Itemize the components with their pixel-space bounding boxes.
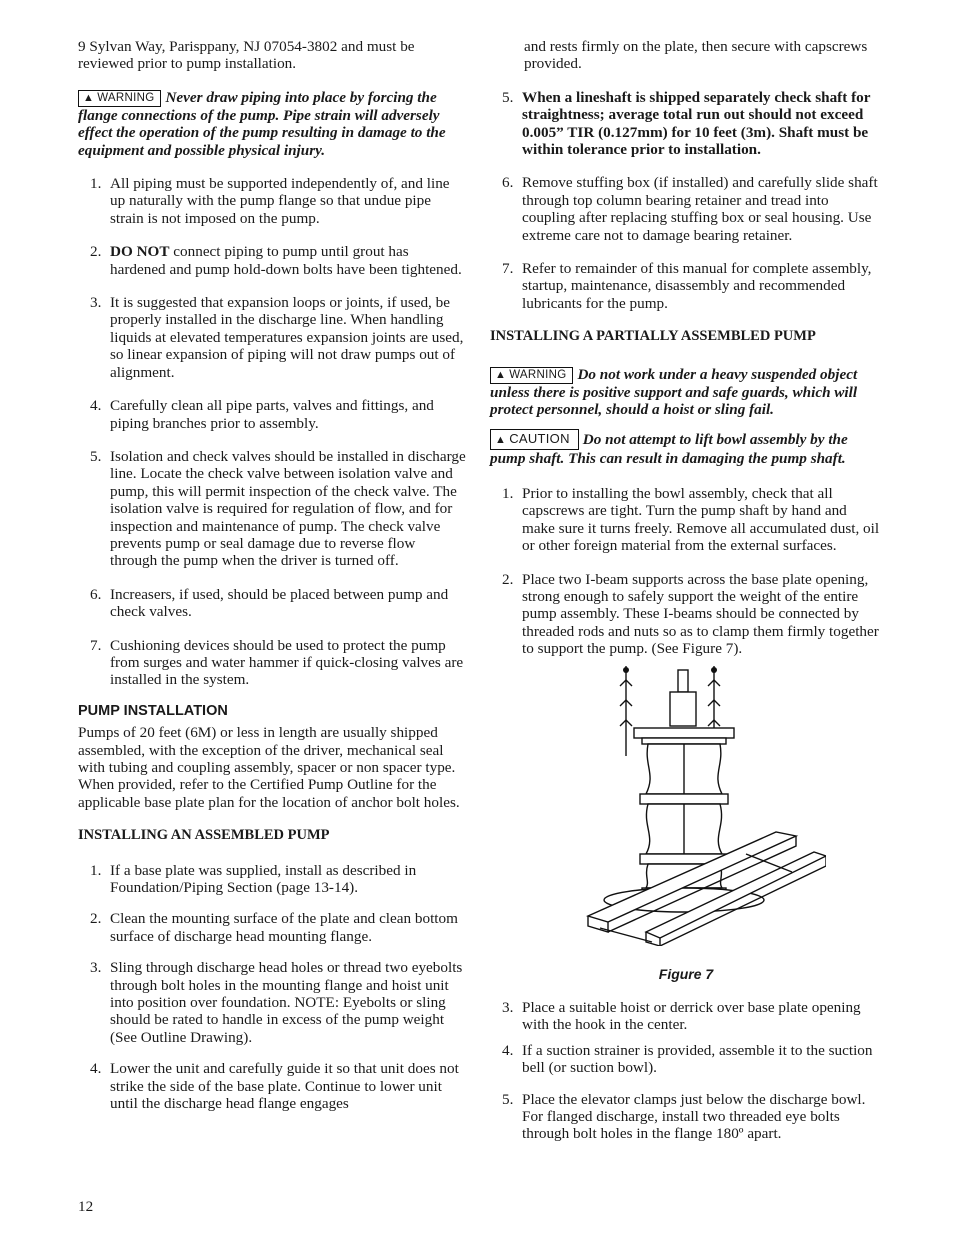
pump-installation-paragraph: Pumps of 20 feet (6M) or less in length are usually shipped assembled, with the exception of the driver, mechanical seal with tubing and coupling assembly, spacer or non spacer type. When provided, refer to the Certified Pump Outline for the applicable base plate plan for the location of anchor bolt holes. [78, 724, 460, 811]
figure-caption: Figure 7 [658, 965, 714, 982]
warning-notice [490, 366, 882, 419]
list-item: 3. It is suggested that expansion loops or joints, if used, be properly installed in the discharge line. When handling liquids at elevated temperatures expansion joints are used, so linear expansion of piping will not draw pumps out of alignment. [90, 294, 464, 381]
page-number: 12 [78, 1198, 94, 1215]
warning-text: Do not work under a heavy suspended object unless there is positive support and safe guards, which will protect personnel, should a hoist or sling fail. [490, 365, 858, 419]
caution-notice [490, 429, 882, 467]
warning-text: Never draw piping into place by forcing the flange connections of the pump. Pipe strain will adversely effect the operation of the pump resulting in damage to the equipment and possible physical injury. [78, 88, 446, 159]
continued-paragraph: and rests firmly on the plate, then secure with capscrews provided. [524, 38, 868, 73]
warning-notice [78, 89, 466, 159]
list-item: 4. Lower the unit and carefully guide it so that unit does not strike the side of the base plate. Continue to lower unit until the discharge head flange engages [90, 1060, 459, 1113]
list-item: 5. Place the elevator clamps just below the discharge bowl. For flanged discharge, install two threaded eye bolts through bolt holes in the flange 180º apart. [502, 1090, 866, 1143]
intro-paragraph: 9 Sylvan Way, Parisppany, NJ 07054-3802 and must be reviewed prior to pump installation. [78, 38, 415, 73]
partial-pump-heading: INSTALLING A PARTIALLY ASSEMBLED PUMP [490, 328, 816, 345]
warning-triangle-icon: ▲ [495, 433, 507, 446]
left-column [78, 38, 466, 1127]
partial-pump-list-continued [490, 999, 882, 1143]
list-item: 1. Prior to installing the bowl assembly, check that all capscrews are tight. Turn the pump shaft by hand and make sure it turns freely. Remove all accumulated dust, oil or other foreign material from the external surfaces. [502, 484, 880, 555]
list-item: 7. Cushioning devices should be used to protect the pump from surges and water hammer if quick-closing valves are installed in the system. [90, 636, 464, 689]
assembled-pump-list-continued [490, 89, 882, 312]
list-item: 2. Clean the mounting surface of the plate and clean bottom surface of discharge head mounting flange. [90, 910, 458, 945]
list-item: 4. If a suction strainer is provided, assemble it to the suction bell (or suction bowl). [502, 1041, 873, 1077]
list-item: 4. Carefully clean all pipe parts, valves and fittings, and piping branches prior to assembly. [90, 397, 434, 432]
figure-7-illustration [490, 666, 882, 956]
list-item: 2. Place two I-beam supports across the base plate opening, strong enough to safely support the weight of the entire pump assembly. These I-beams should be connected by threaded rods and nuts so as to clamp them firmly together to support the pump. (See Figure 7). [502, 570, 879, 658]
list-item: 3. Sling through discharge head holes or thread two eyebolts through bolt holes in the mounting flange and hoist unit into position over foundation. NOTE: Eyebolts or sling should be rated to handle in excess of the pump weight (See Outline Drawing). [90, 959, 463, 1046]
piping-list [78, 175, 466, 689]
warning-triangle-icon: ▲ [495, 368, 507, 381]
list-item: 5. Isolation and check valves should be installed in discharge line. Locate the check valve between isolation valve and pump, this will permit inspection of the check valve. The isolation valve is required for regulation of flow, and for inspection and maintenance of pump. The check valve prevents pump or seal damage due to reverse flow through the pump when the driver is turned off. [90, 447, 466, 570]
assembled-pump-heading: INSTALLING AN ASSEMBLED PUMP [78, 827, 330, 844]
warning-badge: ▲ WARNING [490, 367, 573, 384]
list-item: 6. Increasers, if used, should be placed between pump and check valves. [90, 585, 449, 621]
list-item: 6. Remove stuffing box (if installed) and carefully slide shaft through top column bearing retainer and tread into coupling after replacing stuffing box or seal housing. Use extreme care not to damage bearing retainer. [502, 174, 878, 244]
list-item: 3. Place a suitable hoist or derrick over base plate opening with the hook in the center. [502, 998, 861, 1034]
right-column [490, 38, 882, 1157]
list-item: 1. All piping must be supported independently of, and line up naturally with the pump flange so that undue pipe strain is not imposed on the pump. [90, 175, 450, 227]
list-item: 2. DO NOT connect piping to pump until grout has hardened and pump hold-down bolts have been tightened. [90, 243, 462, 278]
pump-on-i-beams-drawing [586, 666, 826, 946]
partial-pump-list [490, 485, 882, 658]
caution-text: Do not attempt to lift bowl assembly by the pump shaft. This can result in damaging the pump shaft. [490, 430, 848, 467]
warning-triangle-icon: ▲ [83, 91, 95, 104]
pump-installation-heading: PUMP INSTALLATION [78, 702, 228, 719]
warning-badge: ▲ WARNING [78, 90, 161, 107]
list-item: 7. Refer to remainder of this manual for complete assembly, startup, maintenance, disassembly and recommended lubricants for the pump. [502, 260, 872, 312]
list-item: 1. If a base plate was supplied, install as described in Foundation/Piping Section (page 13-14). [90, 861, 417, 897]
caution-badge: ▲ CAUTION [490, 429, 579, 450]
assembled-pump-list [78, 862, 466, 1113]
list-item: 5. When a lineshaft is shipped separately check shaft for straightness; average total run out should not exceed 0.005” TIR (0.127mm) for 10 feet (3m). Shaft must be within tolerance prior to installation. [502, 88, 871, 159]
